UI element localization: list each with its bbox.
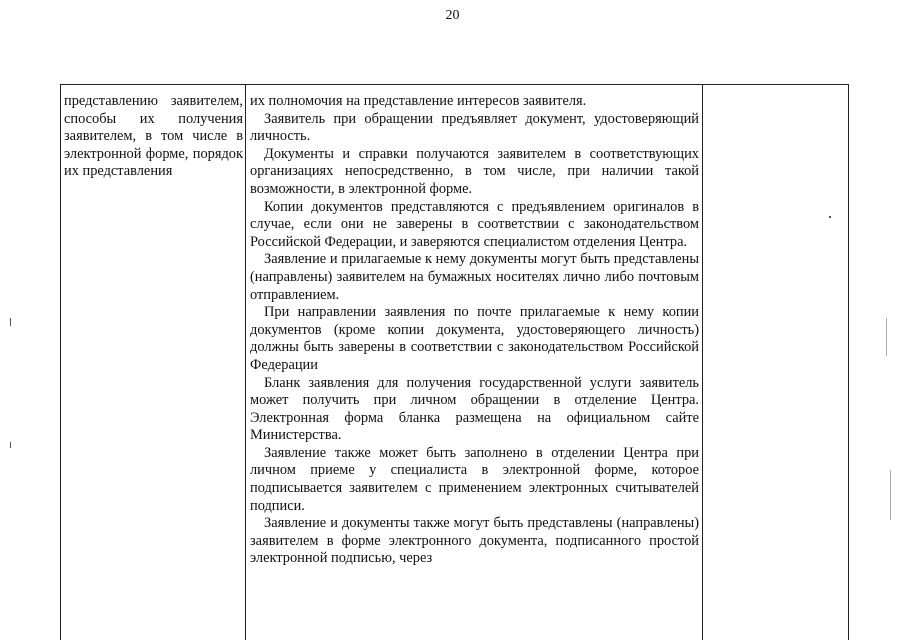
- scan-artifact: [829, 216, 831, 218]
- paragraph: При направлении заявления по почте прилагаемые к нему копии документов (кроме копии документа, удостоверяющего личность) должны быть заверены в соответствии с законодательством Российской Федерации: [250, 304, 699, 373]
- scan-artifact: [890, 470, 891, 520]
- scan-artifact: [10, 442, 11, 448]
- document-table: [60, 84, 849, 640]
- paragraph: Заявитель при обращении предъявляет документ, удостоверяющий личность.: [250, 110, 699, 145]
- scan-artifact: [886, 318, 887, 356]
- paragraph: их полномочия на представление интересов заявителя.: [250, 93, 587, 109]
- paragraph: Бланк заявления для получения государственной услуги заявитель может получить при личном обращении в отделение Центра. Электронная форма бланка размещена на официальном сайте Министерства.: [250, 374, 699, 444]
- paragraph: Заявление и прилагаемые к нему документы могут быть представлены (направлены) заявителем на бумажных носителях лично либо почтовым отправлением.: [250, 251, 699, 303]
- table-cell-middle: [246, 85, 703, 640]
- table-cell-left: [61, 85, 246, 640]
- page-number: 20: [445, 8, 460, 23]
- paragraph: Документы и справки получаются заявителем в соответствующих организациях непосредственно, в том числе, при наличии такой возможности, в электронной форме.: [250, 145, 699, 197]
- paragraph: Копии документов представляются с предъявлением оригиналов в случае, если они не заверены в соответствии с законодательством Российской Федерации, и заверяются специалистом отделения Центра.: [250, 198, 699, 250]
- left-cell-text: представлению заявителем, способы их получения заявителем, в том числе в электронной форме, порядок их представления: [64, 93, 243, 180]
- table-cell-right: [703, 85, 848, 640]
- paragraph: Заявление также может быть заполнено в отделении Центра при личном приеме у специалиста в электронной форме, которое подписывается заявителем с применением электронных считывателей подписи.: [250, 444, 699, 514]
- paragraph: Заявление и документы также могут быть представлены (направлены) заявителем в форме электронного документа, подписанного простой электронной подписью, через: [250, 515, 699, 567]
- middle-cell-text: [250, 93, 699, 568]
- scan-artifact: [10, 318, 11, 326]
